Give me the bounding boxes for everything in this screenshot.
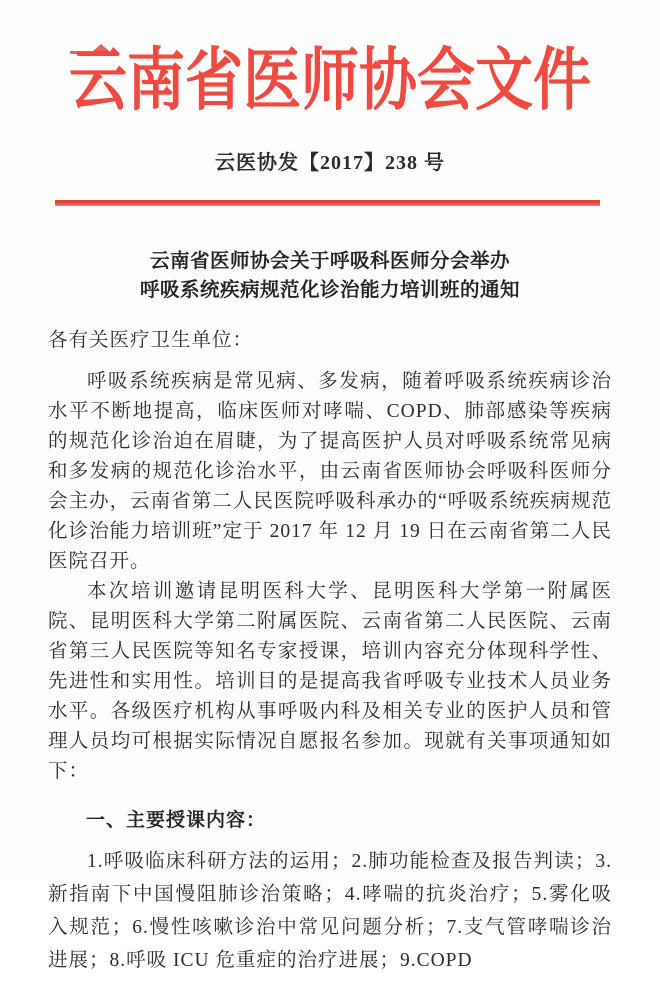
document-body [48,247,612,997]
letterhead [0,42,660,119]
paragraph-2: 本次培训邀请昆明医科大学、昆明医科大学第一附属医院、昆明医科大学第二附属医院、云南省第二人民医院、云南省第三人民医院等知名专家授课，培训内容充分体现科学性、先进性和实用性。培训目的是提高我省呼吸专业技术人员业务水平。各级医疗机构从事呼吸内科及相关专业的医护人员和管理人员均可根据实际情况自愿报名参加。现就有关事项通知如下： [48,581,612,782]
document-number: 云医协发【2017】238 号 [215,152,445,174]
letterhead-org-name: 云南省医师协会文件 [68,42,591,119]
section-1-content: 1.呼吸临床科研方法的运用；2.肺功能检查及报告判读；3.新指南下中国慢阻肺诊治策略；4.哮喘的抗炎治疗；5.雾化吸入规范；6.慢性咳嗽诊治中常见问题分析；7.支气管哮喘诊治进展；8.呼吸 ICU 危重症的治疗进展；9.COPD [48,851,612,971]
section-1-heading: 一、主要授课内容： [86,810,267,831]
paragraph-1: 呼吸系统疾病是常见病、多发病，随着呼吸系统疾病诊治水平不断地提高，临床医师对哮喘、COPD、肺部感染等疾病的规范化诊治迫在眉睫，为了提高医护人员对呼吸系统常见病和多发病的规范化诊治水平，由云南省医师协会呼吸科医师分会主办，云南省第二人民医院呼吸科承办的“呼吸系统疾病规范化诊治能力培训班”定于 2017 年 12 月 19 日在云南省第二人民医院召开。 [48,371,612,572]
notice-title-line1: 云南省医师协会关于呼吸科医师分会举办 [149,251,510,272]
notice-title [48,247,612,305]
notice-title-line2: 呼吸系统疾病规范化诊治能力培训班的通知 [139,280,520,301]
salutation: 各有关医疗卫生单位： [48,330,254,351]
letterhead-divider-rule [55,200,600,206]
